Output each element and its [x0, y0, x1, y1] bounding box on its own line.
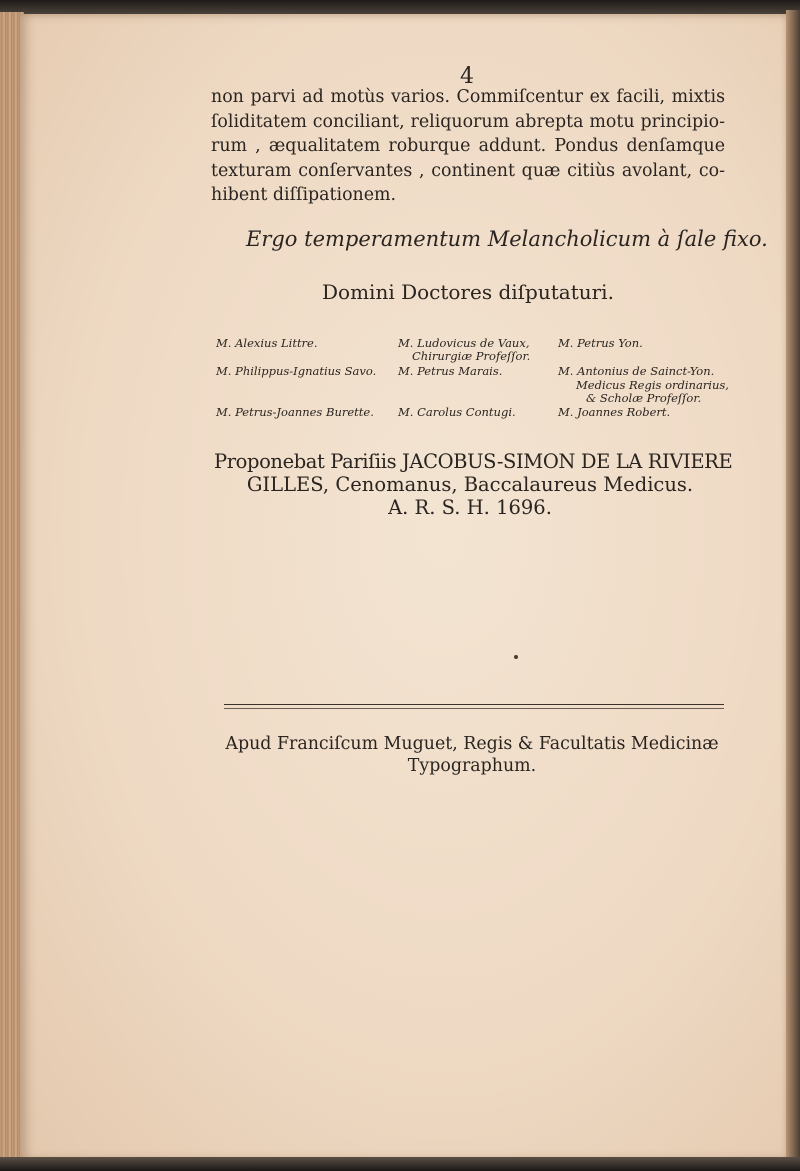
proposer-line: Proponebat Pariſiis JACOBUS-SIMON DE LA RIVIERE: [214, 450, 733, 473]
body-line: non parvi ad motùs varios. Commiſcentur ex facili, mixtis: [211, 87, 725, 107]
body-line: rum , æqualitatem roburque addunt. Pondus denſamque: [211, 136, 725, 157]
doctor-name: M. Joannes Robert.: [558, 405, 671, 419]
body-line: hibent diſſipationem.: [211, 185, 397, 206]
doctor-name: M. Petrus Marais.: [398, 364, 503, 378]
body-paragraph: [211, 85, 725, 208]
body-line: ſoliditatem conciliant, reliquorum abrepta motu principio-: [211, 111, 725, 132]
separator-rule: [224, 704, 724, 705]
doctor-name: M. Carolus Contugi.: [398, 405, 516, 419]
page-number: 4: [460, 64, 474, 89]
doctors-heading: Domini Doctores diſputaturi.: [322, 280, 614, 304]
doctor-name: M. Petrus Yon.: [558, 336, 643, 350]
proposer-date: A. R. S. H. 1696.: [388, 496, 552, 519]
doctor-name: M. Antonius de Sainct-Yon.: [558, 364, 715, 378]
proposer-line: GILLES, Cenomanus, Baccalaureus Medicus.: [246, 473, 694, 496]
doctor-title: Chirurgiæ Profeſſor.: [412, 349, 531, 363]
doctor-name: M. Alexius Littre.: [216, 336, 318, 350]
proposer-block: [214, 450, 733, 519]
book-right-edge: [786, 10, 800, 1160]
printer-imprint: [210, 733, 734, 777]
doctor-name: M. Ludovicus de Vaux,: [398, 336, 530, 350]
ink-speck: [514, 655, 518, 659]
imprint-line: Apud Franciſcum Muguet, Regis & Facultatis Medicinæ: [225, 734, 719, 754]
doctor-title: Medicus Regis ordinarius,: [576, 378, 729, 392]
book-bottom-edge: [0, 1157, 800, 1171]
thesis-conclusion: Ergo temperamentum Melancholicum à ſale fixo.: [246, 227, 768, 251]
book-top-edge: [0, 0, 800, 14]
doctor-name: M. Petrus-Joannes Burette.: [216, 405, 374, 419]
imprint-line: Typographum.: [407, 756, 537, 776]
separator-rule: [224, 708, 724, 709]
body-line: texturam conſervantes , continent quæ citiùs avolant, co-: [211, 160, 725, 181]
doctor-name: M. Philippus-Ignatius Savo.: [216, 364, 377, 378]
doctor-title: & Scholæ Profeſſor.: [586, 391, 702, 405]
